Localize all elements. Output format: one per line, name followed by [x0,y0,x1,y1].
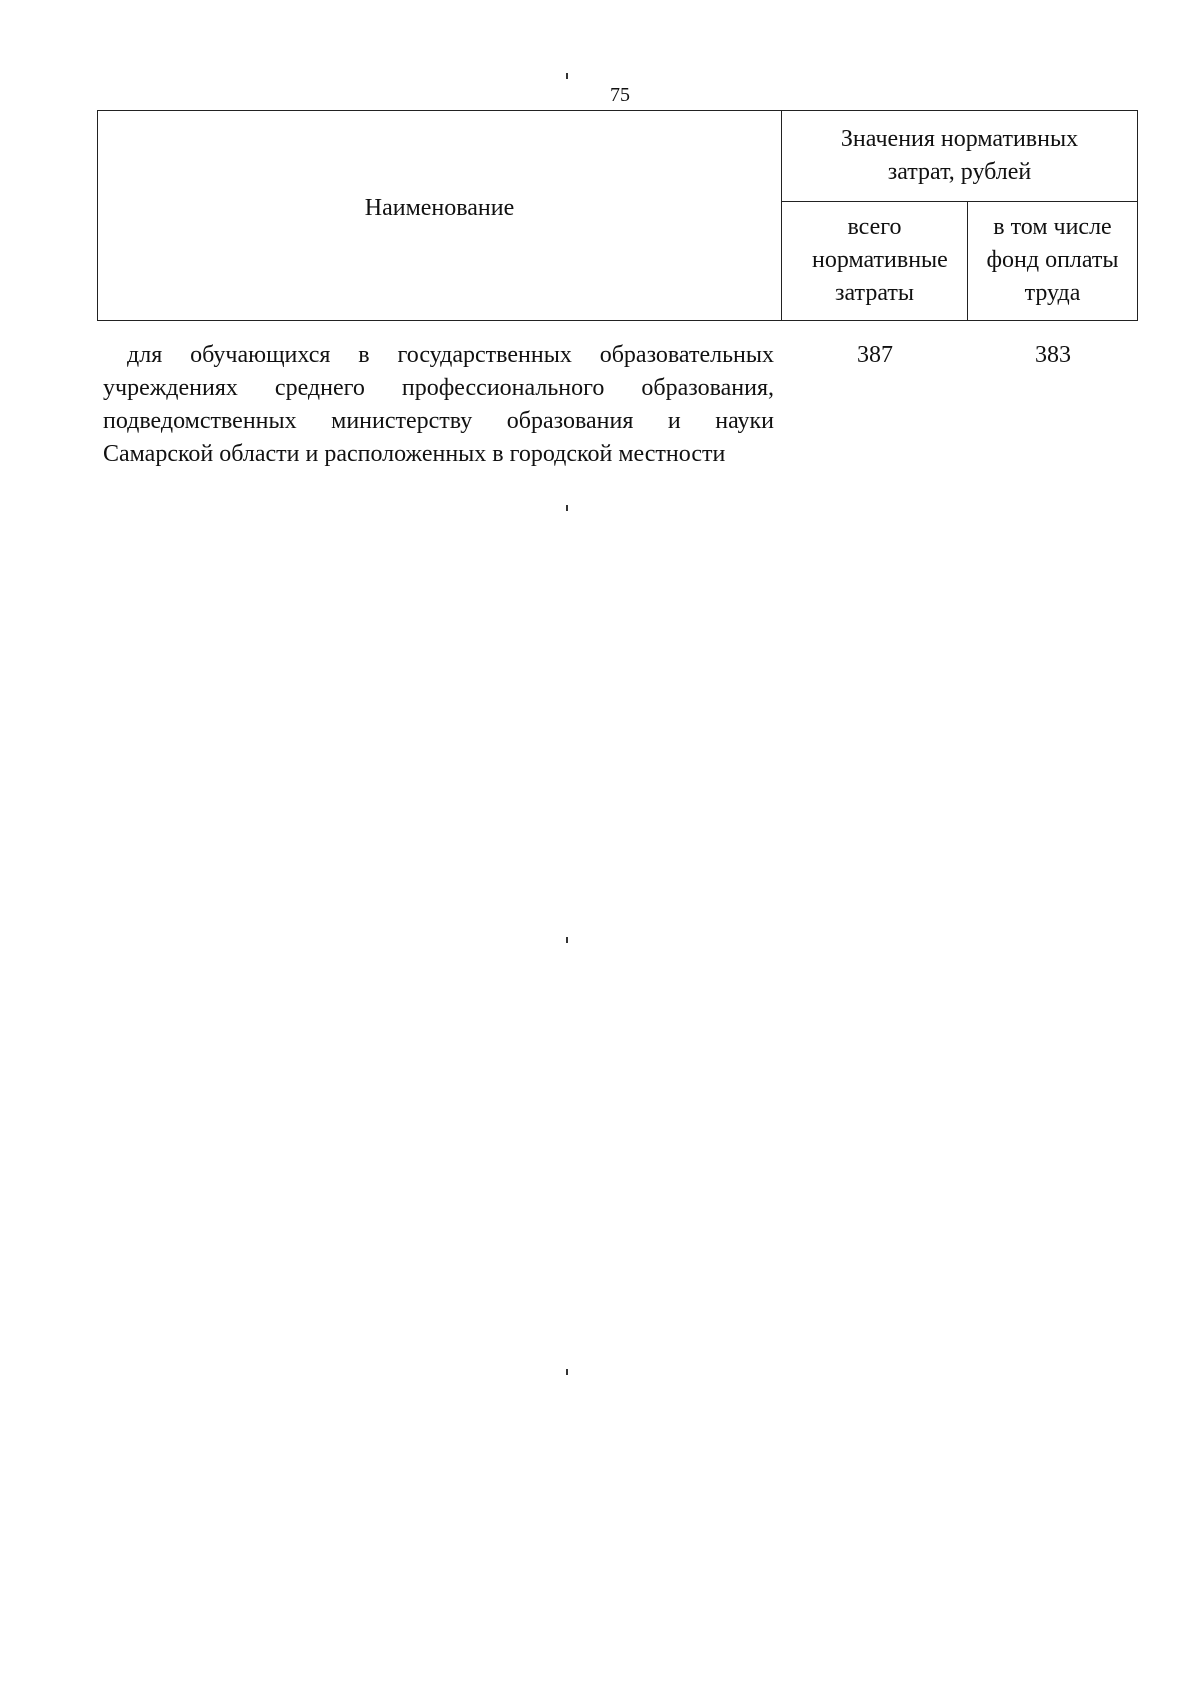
page-number: 75 [610,84,630,106]
header-total-cell [782,201,968,320]
header-total-label: всего нормативные затраты [812,214,948,307]
header-wage-label: в том числе фонд оплаты труда [986,214,1119,307]
row-total-value: 387 [857,342,893,368]
header-values-group-cell [782,111,1138,202]
header-name-cell [98,111,782,321]
scan-speck [566,937,568,943]
scan-speck [566,1369,568,1375]
row-wage-value: 383 [1035,342,1071,368]
header-values-group-label: Значения нормативных затрат, рублей [840,125,1079,185]
header-table [97,110,1138,321]
header-name-label: Наименование [364,195,515,221]
scan-speck [566,73,568,79]
header-wage-cell [968,201,1138,320]
row-name-text: для обучающихся в государственных образовательных учреждениях среднего профессионального образования, подведомственных министерству образования и науки Самарской области и расположенных в городской местности [103,342,774,467]
scan-speck [566,505,568,511]
